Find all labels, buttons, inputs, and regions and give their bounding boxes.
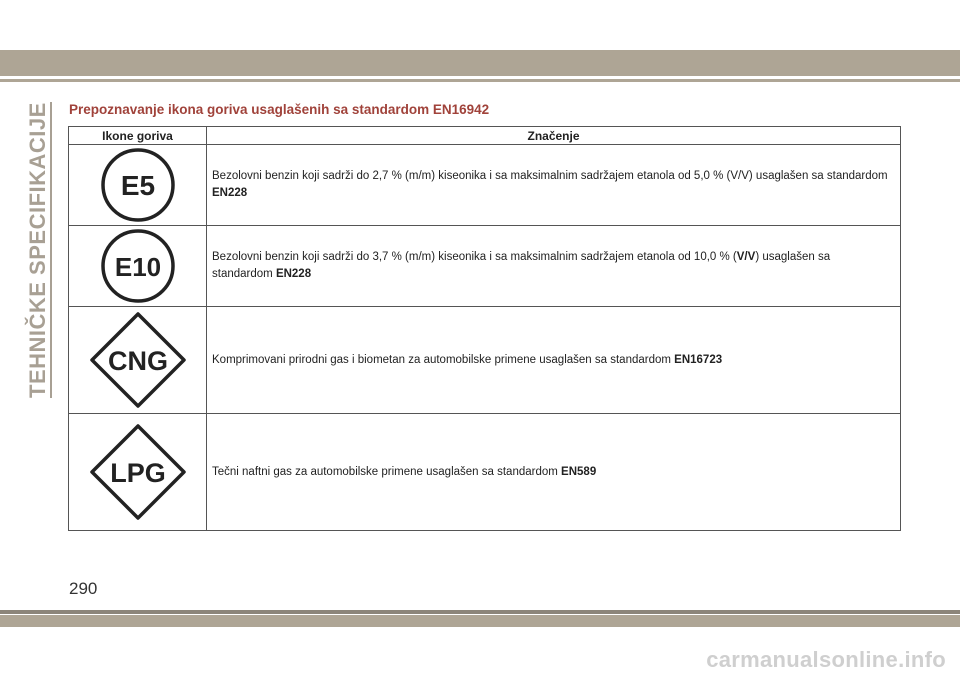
svg-text:E10: E10 — [114, 252, 161, 282]
e10-icon-cell — [69, 226, 207, 307]
header-band — [0, 50, 960, 76]
section-side-title: TEHNIČKE SPECIFIKACIJE — [25, 102, 50, 398]
table-row — [69, 307, 901, 414]
table-header-row — [69, 127, 901, 145]
svg-text:E5: E5 — [120, 170, 155, 201]
cng-description: Komprimovani prirodni gas i biometan za automobilske primene usaglašen sa standardom EN16723 — [207, 307, 901, 414]
lpg-description: Tečni naftni gas za automobilske primene usaglašen sa standardom EN589 — [207, 414, 901, 531]
header-meaning-column: Značenje — [207, 127, 901, 145]
lpg-fuel-icon — [88, 422, 188, 522]
fuel-icon-table — [68, 126, 901, 531]
table-row — [69, 145, 901, 226]
header-rule — [0, 79, 960, 82]
footer-rule — [0, 610, 960, 614]
page-number: 290 — [69, 579, 98, 598]
e5-icon-cell — [69, 145, 207, 226]
page-heading: Prepoznavanje ikona goriva usaglašenih sa standardom EN16942 — [69, 102, 490, 117]
table-row — [69, 226, 901, 307]
header-icon-column: Ikone goriva — [69, 127, 207, 145]
footer-band — [0, 615, 960, 627]
lpg-icon-cell — [69, 414, 207, 531]
svg-text:LPG: LPG — [109, 458, 166, 488]
e5-fuel-icon — [98, 145, 178, 225]
e10-description: Bezolovni benzin koji sadrži do 3,7 % (m/m) kiseonika i sa maksimalnim sadržajem etanola od 10,0 % (V/V) usaglašen sa standardom EN228 — [207, 226, 901, 307]
svg-text:CNG: CNG — [107, 346, 168, 376]
cng-fuel-icon — [88, 310, 188, 410]
cng-icon-cell — [69, 307, 207, 414]
watermark-text: carmanualsonline.info — [706, 647, 946, 672]
table-row — [69, 414, 901, 531]
e10-fuel-icon — [98, 226, 178, 306]
e5-description: Bezolovni benzin koji sadrži do 2,7 % (m/m) kiseonika i sa maksimalnim sadržajem etanola od 5,0 % (V/V) usaglašen sa standardom EN228 — [207, 145, 901, 226]
